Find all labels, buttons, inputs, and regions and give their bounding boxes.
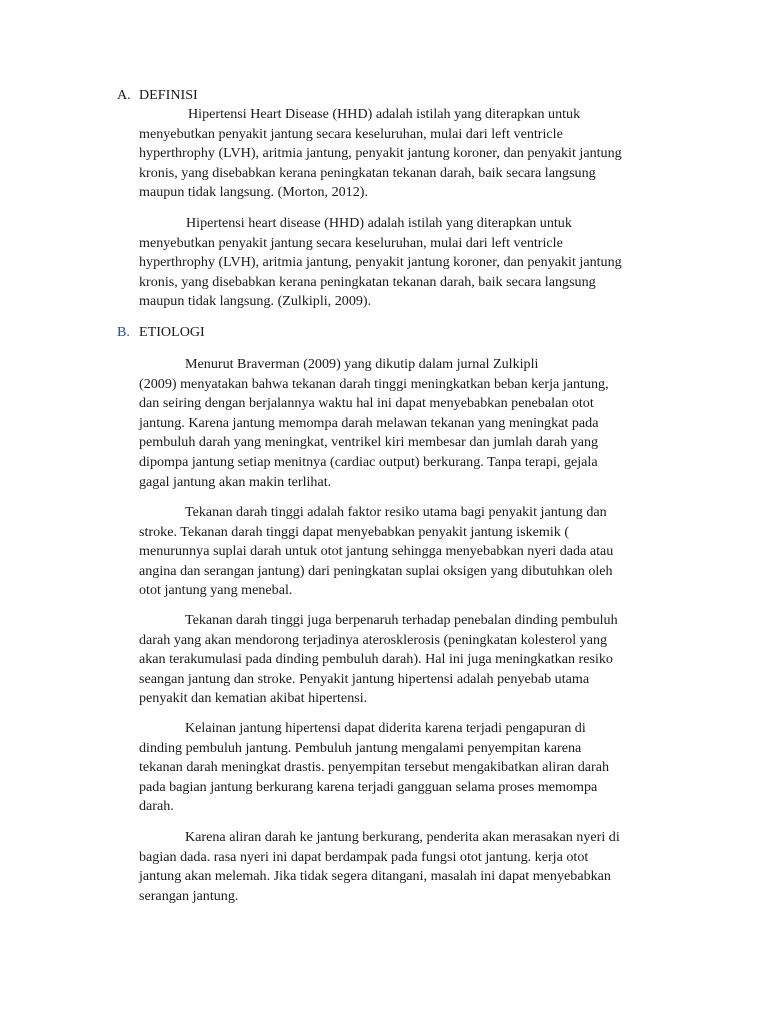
paragraph-line: serangan jantung. <box>139 887 239 904</box>
paragraph-line: kronis, yang disebabkan kerana peningkatan tekanan darah, baik secara langsung <box>139 273 596 290</box>
paragraph-etiologi-2 <box>139 503 679 601</box>
paragraph-line: dinding pembuluh jantung. Pembuluh jantung mengalami penyempitan karena <box>139 739 582 756</box>
paragraph-line: menurunnya suplai darah untuk otot jantung sehingga menyebabkan nyeri dada atau <box>139 543 614 560</box>
paragraph-line: pembuluh darah yang meningkat, ventrikel kiri membesar dan jumlah darah yang <box>139 434 599 451</box>
paragraph-definisi-1 <box>139 105 679 203</box>
section-heading-definisi <box>117 86 198 106</box>
paragraph-line: Kelainan jantung hipertensi dapat diderita karena terjadi pengapuran di <box>185 720 586 736</box>
paragraph-line: menyebutkan penyakit jantung secara keseluruhan, mulai dari left ventricle <box>139 125 563 142</box>
paragraph-line: Hipertensi Heart Disease (HHD) adalah istilah yang diterapkan untuk <box>188 106 581 122</box>
paragraph-line: pada bagian jantung berkurang karena terjadi gangguan selama proses memompa <box>139 778 598 795</box>
paragraph-line: hyperthrophy (LVH), aritmia jantung, penyakit jantung koroner, dan penyakit jantung <box>139 145 622 162</box>
paragraph-definisi-2 <box>139 214 679 312</box>
paragraph-line: otot jantung yang menebal. <box>139 582 293 599</box>
paragraph-etiologi-1 <box>139 355 679 492</box>
paragraph-line: hyperthrophy (LVH), aritmia jantung, penyakit jantung koroner, dan penyakit jantung <box>139 254 622 271</box>
paragraph-line: seangan jantung dan stroke. Penyakit jantung hipertensi adalah penyebab utama <box>139 670 590 687</box>
paragraph-line: maupun tidak langsung. (Morton, 2012). <box>139 184 368 201</box>
paragraph-line: maupun tidak langsung. (Zulkipli, 2009). <box>139 293 372 310</box>
paragraph-line: dan seiring dengan berjalannya waktu hal ini dapat menyebabkan penebalan otot <box>139 395 594 412</box>
paragraph-line: Hipertensi heart disease (HHD) adalah istilah yang diterapkan untuk <box>186 215 572 231</box>
paragraph-line: akan terakumulasi pada dinding pembuluh darah). Hal ini juga meningkatkan resiko <box>139 651 613 668</box>
paragraph-line: angina dan serangan jantung) dari peningkatan suplai oksigen yang dibutuhkan oleh <box>139 562 613 579</box>
paragraph-line: penyakit dan kematian akibat hipertensi. <box>139 690 368 707</box>
paragraph-line: darah yang akan mendorong terjadinya aterosklerosis (peningkatan kolesterol yang <box>139 631 608 648</box>
paragraph-etiologi-5 <box>139 828 679 906</box>
paragraph-line: menyebutkan penyakit jantung secara keseluruhan, mulai dari left ventricle <box>139 234 563 251</box>
paragraph-line: Menurut Braverman (2009) yang dikutip dalam jurnal Zulkipli <box>185 356 539 372</box>
section-heading-etiologi <box>117 323 205 343</box>
paragraph-line: stroke. Tekanan darah tinggi dapat menyebabkan penyakit jantung iskemik ( <box>139 523 570 540</box>
section-title: ETIOLOGI <box>139 324 205 340</box>
paragraph-etiologi-4 <box>139 719 679 817</box>
paragraph-line: tekanan darah meningkat drastis. penyempitan tersebut mengakibatkan aliran darah <box>139 759 610 776</box>
paragraph-line: bagian dada. rasa nyeri ini dapat berdampak pada fungsi otot jantung. kerja otot <box>139 848 589 865</box>
paragraph-line: Karena aliran darah ke jantung berkurang, penderita akan merasakan nyeri di <box>185 829 620 845</box>
section-title: DEFINISI <box>139 87 198 103</box>
paragraph-line: Tekanan darah tinggi adalah faktor resiko utama bagi penyakit jantung dan <box>185 504 607 520</box>
paragraph-etiologi-3 <box>139 611 679 709</box>
paragraph-line: darah. <box>139 798 174 815</box>
paragraph-line: (2009) menyatakan bahwa tekanan darah tinggi meningkatkan beban kerja jantung, <box>139 375 609 392</box>
paragraph-line: jantung akan melemah. Jika tidak segera ditangani, masalah ini dapat menyebabkan <box>139 868 611 885</box>
paragraph-line: gagal jantung akan makin terlihat. <box>139 473 332 490</box>
section-marker: A. <box>117 87 131 103</box>
paragraph-line: jantung. Karena jantung memompa darah melawan tekanan yang meningkat pada <box>139 414 599 431</box>
paragraph-line: kronis, yang disebabkan kerana peningkatan tekanan darah, baik secara langsung <box>139 164 596 181</box>
paragraph-line: dipompa jantung setiap menitnya (cardiac output) berkurang. Tanpa terapi, gejala <box>139 453 598 470</box>
section-marker: B. <box>117 324 130 340</box>
paragraph-line: Tekanan darah tinggi juga berpenaruh terhadap penebalan dinding pembuluh <box>185 612 618 628</box>
